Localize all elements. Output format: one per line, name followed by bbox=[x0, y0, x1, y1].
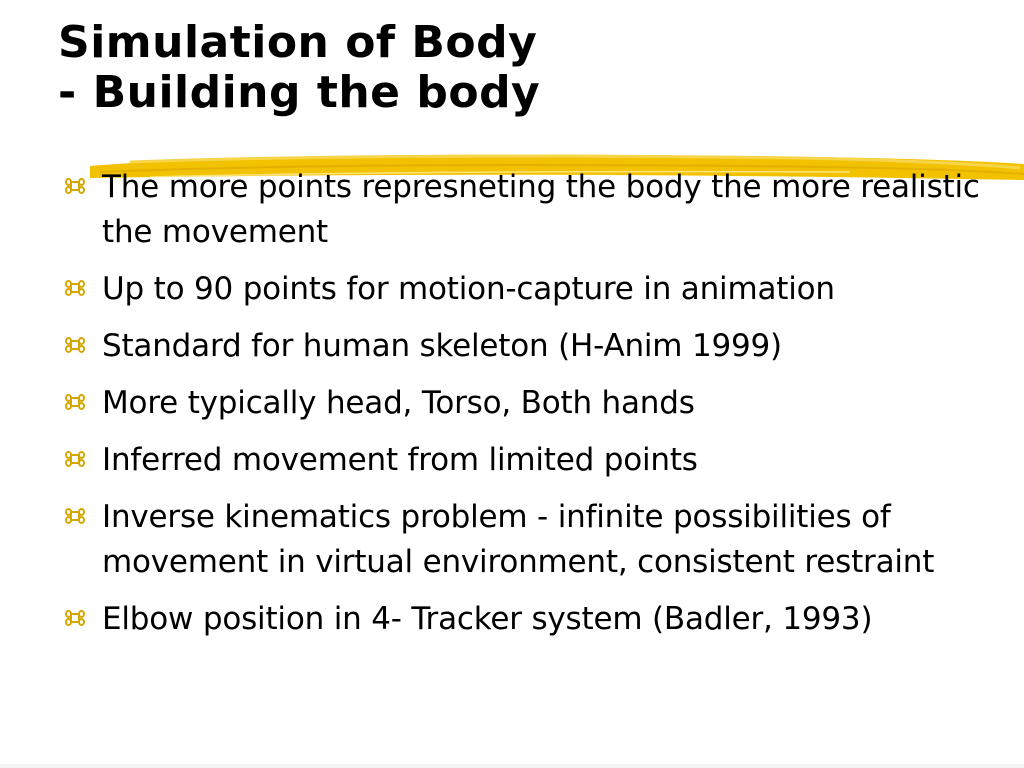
bullet-text: Elbow position in 4- Tracker system (Badler, 1993) bbox=[102, 601, 873, 637]
bullet-text: The more points represneting the body the more realistic the movement bbox=[102, 169, 980, 250]
bullet-text: Inferred movement from limited points bbox=[102, 442, 698, 478]
command-key-icon bbox=[62, 165, 98, 199]
bullet-item bbox=[62, 381, 982, 426]
command-key-icon bbox=[62, 438, 98, 472]
title-line-2: - Building the body bbox=[58, 67, 541, 118]
bullet-item bbox=[62, 597, 982, 642]
command-key-icon bbox=[62, 324, 98, 358]
bullet-item bbox=[62, 438, 982, 483]
bullet-text: Inverse kinematics problem - infinite possibilities of movement in virtual environment, consistent restraint bbox=[102, 499, 935, 580]
bottom-border bbox=[0, 764, 1024, 768]
command-key-icon bbox=[62, 495, 98, 529]
bullet-list bbox=[62, 165, 982, 654]
command-key-icon bbox=[62, 597, 98, 631]
bullet-item bbox=[62, 495, 982, 585]
slide-title bbox=[58, 18, 540, 118]
bullet-text: Standard for human skeleton (H-Anim 1999) bbox=[102, 328, 782, 364]
bullet-text: Up to 90 points for motion-capture in animation bbox=[102, 271, 835, 307]
bullet-text: More typically head, Torso, Both hands bbox=[102, 385, 695, 421]
bullet-item bbox=[62, 165, 982, 255]
bullet-item bbox=[62, 324, 982, 369]
bullet-item bbox=[62, 267, 982, 312]
command-key-icon bbox=[62, 267, 98, 301]
title-line-1: Simulation of Body bbox=[58, 17, 538, 68]
command-key-icon bbox=[62, 381, 98, 415]
